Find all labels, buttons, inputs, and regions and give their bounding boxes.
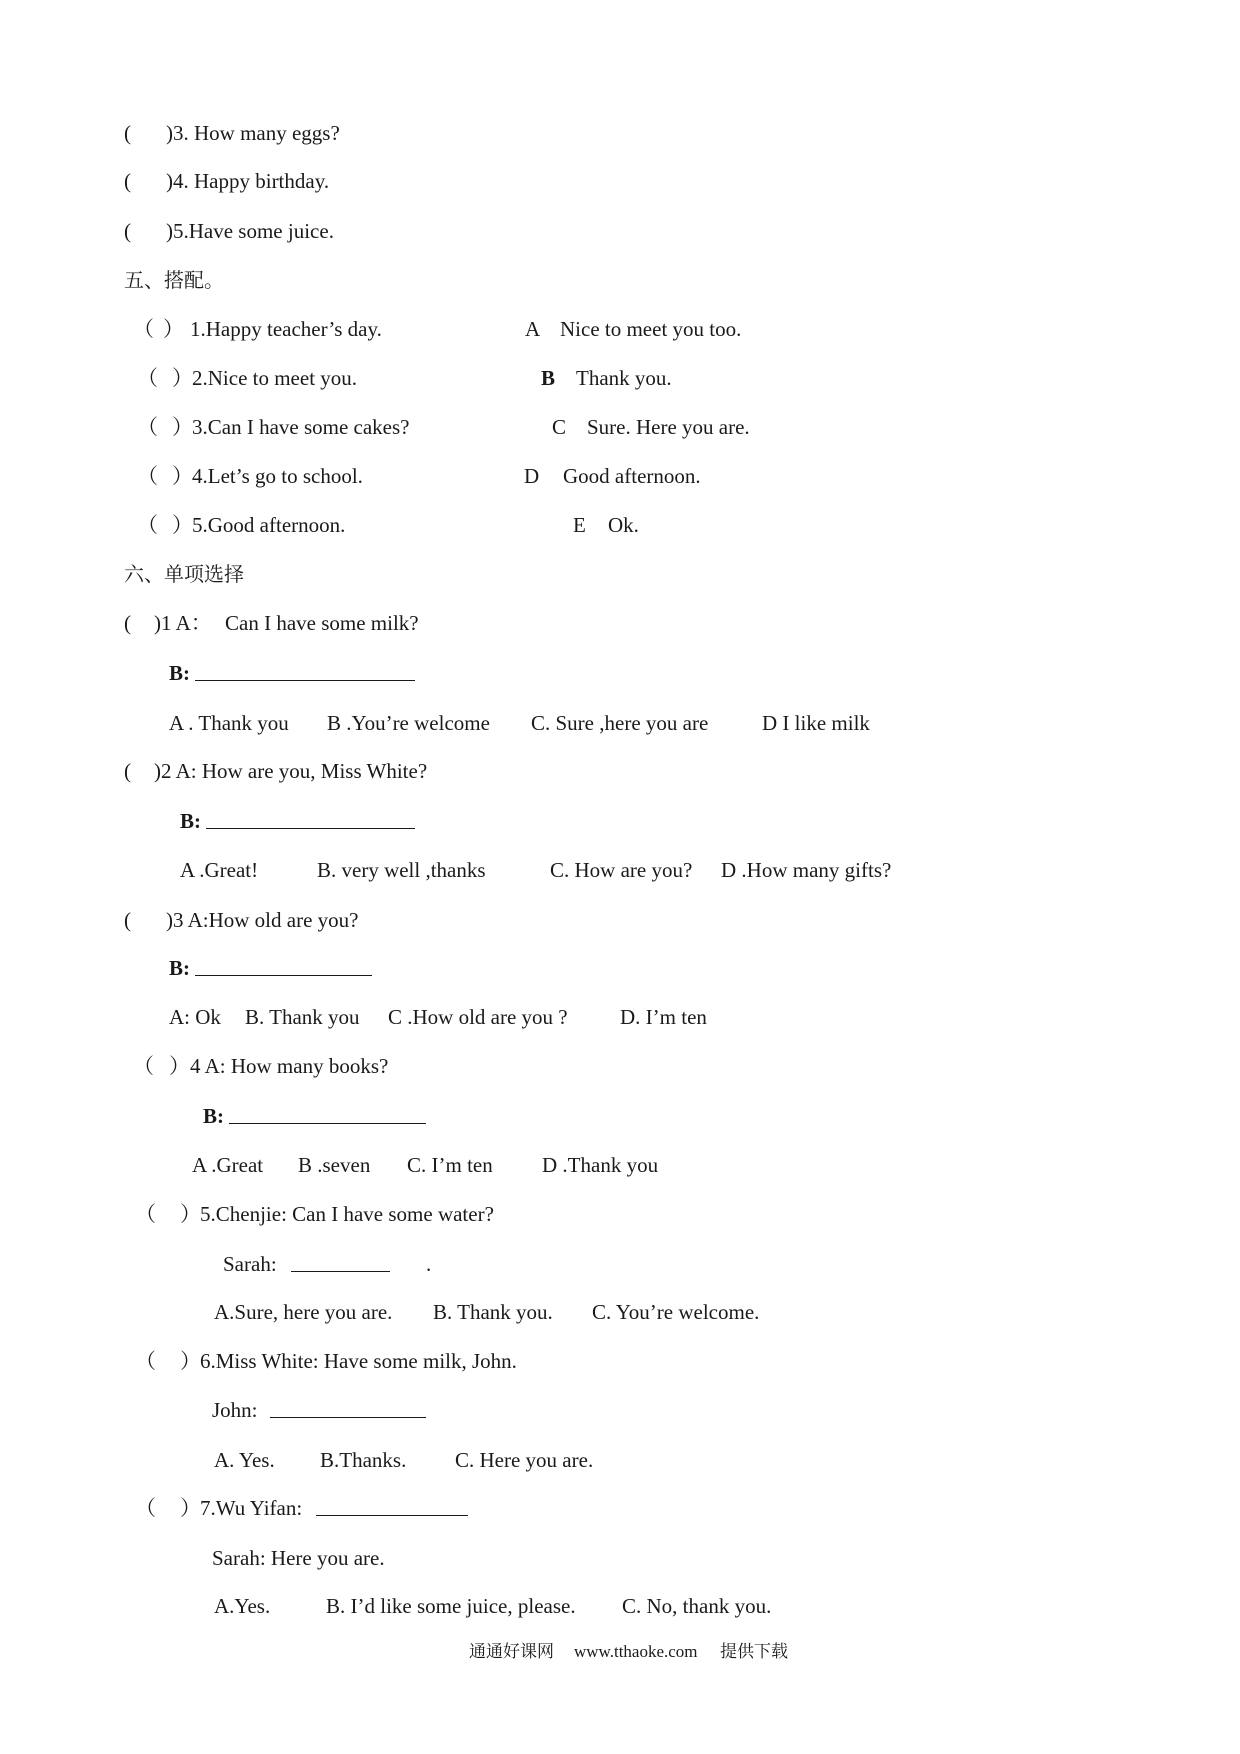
q4-option-d: D .Thank you [542,1153,659,1177]
q6-option-a: A. Yes. [214,1448,275,1472]
match1-close-paren: ） [163,317,184,341]
q1-answer-blank [195,659,415,681]
match5-prompt: 5.Good afternoon. [192,513,346,537]
q1-option-a: A . Thank you [169,711,289,735]
q1-open-paren: ( [124,611,131,635]
match-option-a-letter: A [525,317,541,341]
q2-option-b: B. very well ,thanks [317,858,486,882]
q1-answer-label: B: [169,661,190,685]
q5-close-paren: ） [180,1202,201,1226]
footer-url: www.tthaoke.com [574,1642,698,1661]
match1-prompt: 1.Happy teacher’s day. [190,317,382,341]
s4-item4-text: )4. Happy birthday. [166,169,330,193]
match-option-b-letter: B [541,366,556,390]
section5-heading: 五、搭配。 [124,268,224,292]
q6-answer-label: John: [212,1398,258,1422]
q2-answer-blank [206,807,415,829]
match5-close-paren: ） [172,513,193,537]
q2-option-c: C. How are you? [550,858,693,882]
s4-item5-open-paren: ( [124,219,131,243]
q2-option-a: A .Great! [180,858,259,882]
q2-answer-label: B: [180,809,201,833]
match2-close-paren: ） [172,366,193,390]
q7-answer-blank [316,1494,468,1516]
q3-answer-label: B: [169,956,190,980]
footer-site-name: 通通好课网 [469,1642,554,1661]
q6-option-b: B.Thanks. [320,1448,407,1472]
q5-option-c: C. You’re welcome. [592,1300,760,1324]
q4-close-paren: ） [169,1054,190,1078]
q6-close-paren: ） [180,1349,201,1373]
q1-option-b: B .You’re welcome [327,711,490,735]
match-option-a-text: Nice to meet you too. [560,317,742,341]
q4-option-b: B .seven [298,1153,371,1177]
q7-option-c: C. No, thank you. [622,1594,772,1618]
q7-question: 7.Wu Yifan: [200,1496,303,1520]
match-option-b-text: Thank you. [576,366,672,390]
s4-item4-open-paren: ( [124,169,131,193]
q6-answer-blank [270,1396,426,1418]
section6-heading: 六、单项选择 [124,562,244,586]
q2-question: )2 A: How are you, Miss White? [154,759,428,783]
match-option-c-text: Sure. Here you are. [587,415,750,439]
q4-answer-label: B: [203,1104,224,1128]
q7-option-b: B. I’d like some juice, please. [326,1594,576,1618]
q4-question: 4 A: How many books? [190,1054,389,1078]
match2-open-paren: （ [137,366,158,390]
q6-question: 6.Miss White: Have some milk, John. [200,1349,517,1373]
q3-option-b: B. Thank you [245,1005,360,1029]
s4-item3-open-paren: ( [124,121,131,145]
match-option-e-text: Ok. [608,513,639,537]
s4-item3-text: )3. How many eggs? [166,121,340,145]
q5-answer-blank [291,1250,390,1272]
q4-option-c: C. I’m ten [407,1153,493,1177]
q2-option-d: D .How many gifts? [721,858,892,882]
match4-close-paren: ） [172,464,193,488]
match3-prompt: 3.Can I have some cakes? [192,415,410,439]
s4-item5-text: )5.Have some juice. [166,219,334,243]
match4-open-paren: （ [137,464,158,488]
q1-question: Can I have some milk? [225,611,419,635]
q3-option-d: D. I’m ten [620,1005,707,1029]
q5-answer-label: Sarah: [223,1252,277,1276]
match3-open-paren: （ [137,415,158,439]
q5-open-paren: （ [135,1202,156,1226]
q5-option-b: B. Thank you. [433,1300,553,1324]
q5-answer-end: . [426,1252,432,1276]
q3-option-a: A: Ok [169,1005,221,1029]
match-option-c-letter: C [552,415,567,439]
q3-answer-blank [195,954,372,976]
footer-note: 提供下载 [720,1642,788,1661]
q7-open-paren: （ [135,1496,156,1520]
q3-open-paren: ( [124,908,131,932]
match-option-e-letter: E [573,513,586,537]
q6-option-c: C. Here you are. [455,1448,594,1472]
match4-prompt: 4.Let’s go to school. [192,464,363,488]
q7-option-a: A.Yes. [214,1594,271,1618]
q4-open-paren: （ [133,1054,154,1078]
match-option-d-letter: D [524,464,540,488]
q1-option-c: C. Sure ,here you are [531,711,709,735]
q5-option-a: A.Sure, here you are. [214,1300,393,1324]
match2-prompt: 2.Nice to meet you. [192,366,358,390]
match1-open-paren: （ [133,317,154,341]
q4-option-a: A .Great [192,1153,264,1177]
q7-reply: Sarah: Here you are. [212,1546,385,1570]
q3-question: )3 A:How old are you? [166,908,359,932]
match3-close-paren: ） [172,415,193,439]
q1-number: )1 A： [154,611,212,635]
match-option-d-text: Good afternoon. [563,464,701,488]
q3-option-c: C .How old are you ? [388,1005,568,1029]
q5-question: 5.Chenjie: Can I have some water? [200,1202,494,1226]
q7-close-paren: ） [180,1496,201,1520]
q2-open-paren: ( [124,759,131,783]
match5-open-paren: （ [137,513,158,537]
q6-open-paren: （ [135,1349,156,1373]
q4-answer-blank [229,1102,426,1124]
q1-option-d: D I like milk [762,711,870,735]
